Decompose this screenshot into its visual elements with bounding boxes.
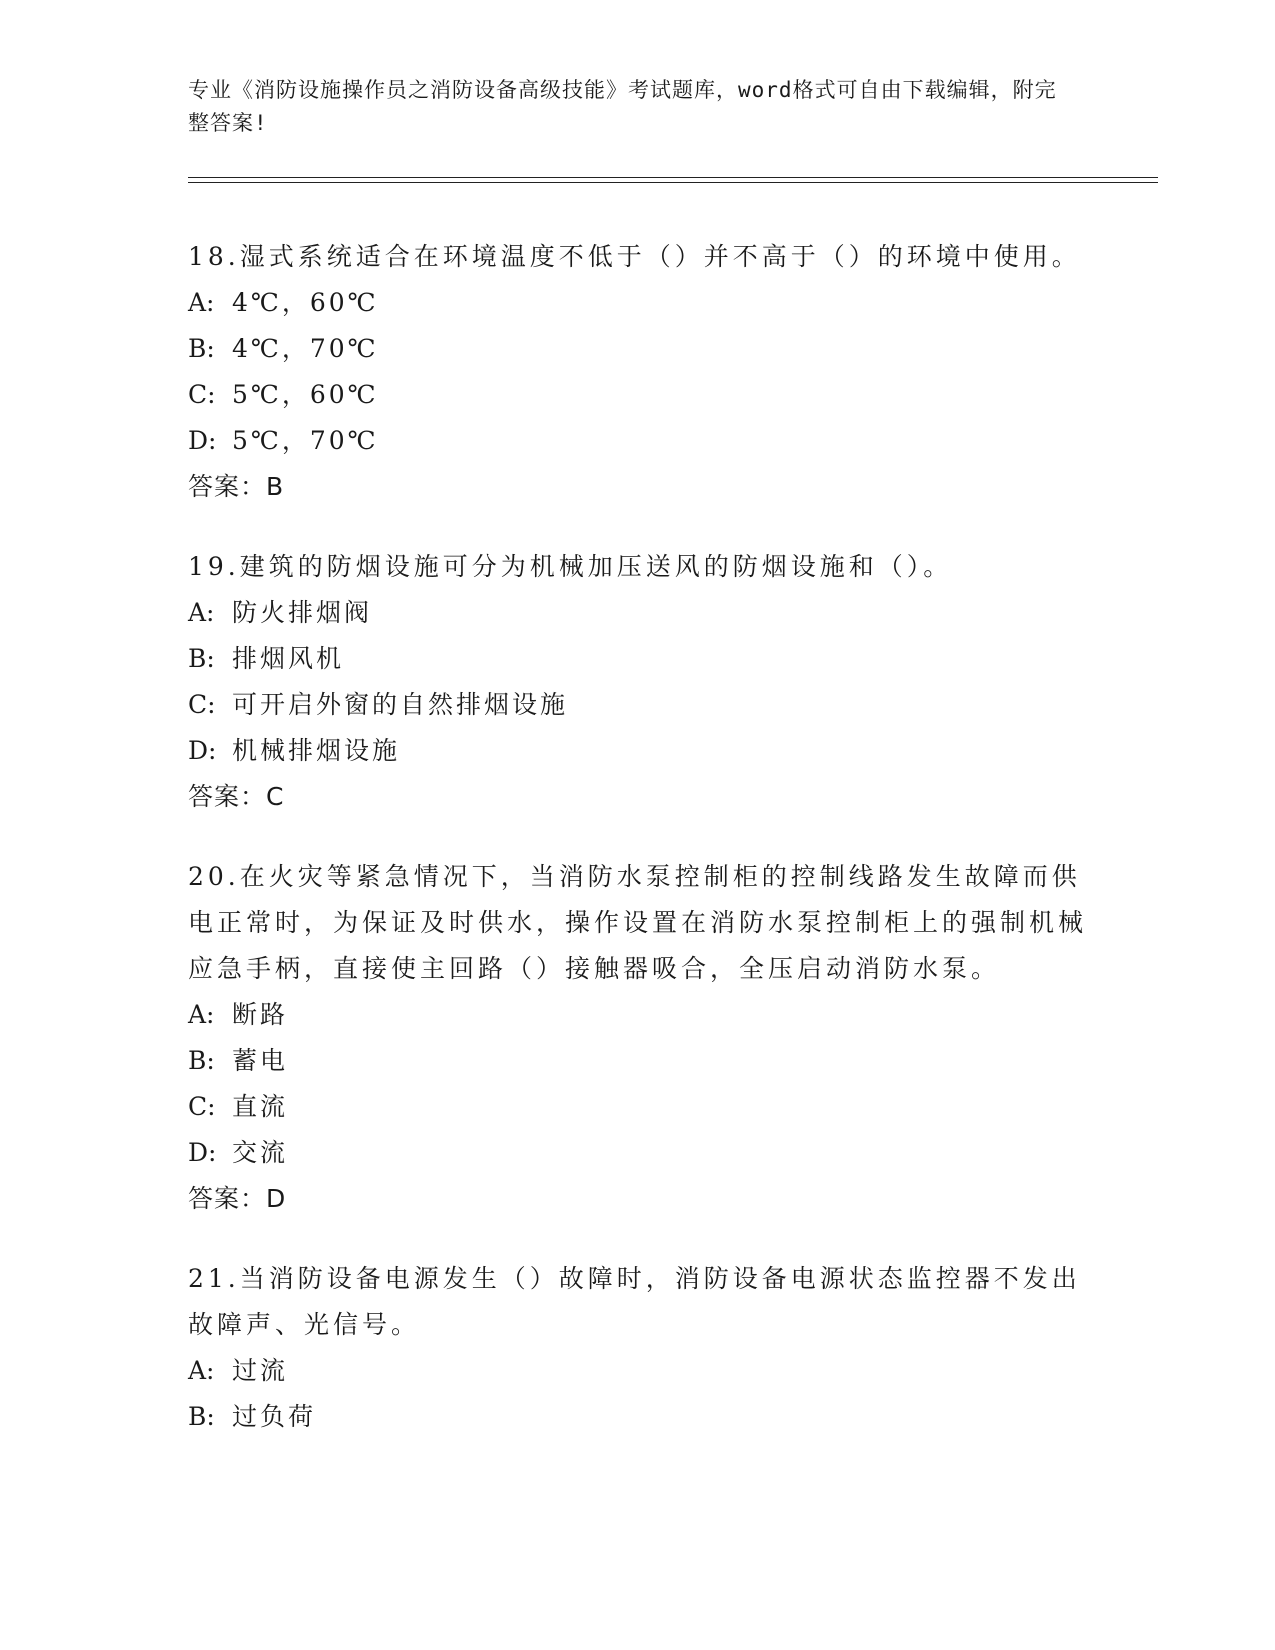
- question-18: [188, 234, 1088, 510]
- question-list: [188, 234, 1088, 1474]
- option-b: [188, 636, 1088, 682]
- option-text: 断路: [232, 1000, 289, 1029]
- header-divider-bottom: [188, 182, 1158, 183]
- answer-line: 答案：B: [188, 472, 285, 501]
- question-21: [188, 1256, 1088, 1440]
- option-d: [188, 418, 1088, 464]
- option-text: 5℃，60℃: [232, 380, 379, 409]
- option-text: 防火排烟阀: [232, 598, 373, 627]
- option-text: 4℃，70℃: [232, 334, 379, 363]
- question-stem: 19.建筑的防烟设施可分为机械加压送风的防烟设施和（）。: [188, 552, 953, 581]
- option-b: [188, 1394, 1088, 1440]
- option-b: [188, 326, 1088, 372]
- option-a: [188, 992, 1088, 1038]
- option-key: D:: [188, 736, 217, 765]
- option-key: D:: [188, 1138, 217, 1167]
- option-key: D:: [188, 426, 217, 455]
- option-text: 交流: [232, 1138, 289, 1167]
- question-stem: 21.当消防设备电源发生（）故障时，消防设备电源状态监控器不发出故障声、光信号。: [188, 1264, 1081, 1339]
- option-key: A:: [188, 598, 215, 627]
- option-text: 直流: [232, 1092, 289, 1121]
- option-key: A:: [188, 1356, 215, 1385]
- document-intro: 专业《消防设施操作员之消防设备高级技能》考试题库，word格式可自由下载编辑，附完整答案!: [188, 78, 1057, 135]
- question-stem: 20.在火灾等紧急情况下，当消防水泵控制柜的控制线路发生故障而供电正常时，为保证及时供水，操作设置在消防水泵控制柜上的强制机械应急手柄，直接使主回路（）接触器吸合，全压启动消防水泵。: [188, 862, 1088, 983]
- option-text: 5℃，70℃: [232, 426, 379, 455]
- option-key: B:: [188, 334, 215, 363]
- answer-line: 答案：D: [188, 1184, 287, 1213]
- question-19: [188, 544, 1088, 820]
- header-divider-top: [188, 177, 1158, 178]
- option-a: [188, 1348, 1088, 1394]
- option-text: 可开启外窗的自然排烟设施: [232, 690, 569, 719]
- question-stem: 18.湿式系统适合在环境温度不低于（）并不高于（）的环境中使用。: [188, 242, 1081, 271]
- option-key: A:: [188, 288, 215, 317]
- option-text: 蓄电: [232, 1046, 289, 1075]
- option-c: [188, 372, 1088, 418]
- option-text: 排烟风机: [232, 644, 345, 673]
- option-c: [188, 1084, 1088, 1130]
- option-a: [188, 280, 1088, 326]
- option-key: C:: [188, 690, 216, 719]
- option-key: C:: [188, 380, 216, 409]
- option-key: B:: [188, 1402, 215, 1431]
- option-d: [188, 728, 1088, 774]
- option-b: [188, 1038, 1088, 1084]
- option-text: 机械排烟设施: [232, 736, 401, 765]
- option-text: 过负荷: [232, 1402, 317, 1431]
- option-a: [188, 590, 1088, 636]
- option-c: [188, 682, 1088, 728]
- option-key: B:: [188, 644, 215, 673]
- question-20: [188, 854, 1088, 1222]
- answer-line: 答案：C: [188, 782, 285, 811]
- option-key: A:: [188, 1000, 215, 1029]
- option-d: [188, 1130, 1088, 1176]
- option-text: 4℃，60℃: [232, 288, 379, 317]
- option-key: C:: [188, 1092, 216, 1121]
- option-text: 过流: [232, 1356, 289, 1385]
- option-key: B:: [188, 1046, 215, 1075]
